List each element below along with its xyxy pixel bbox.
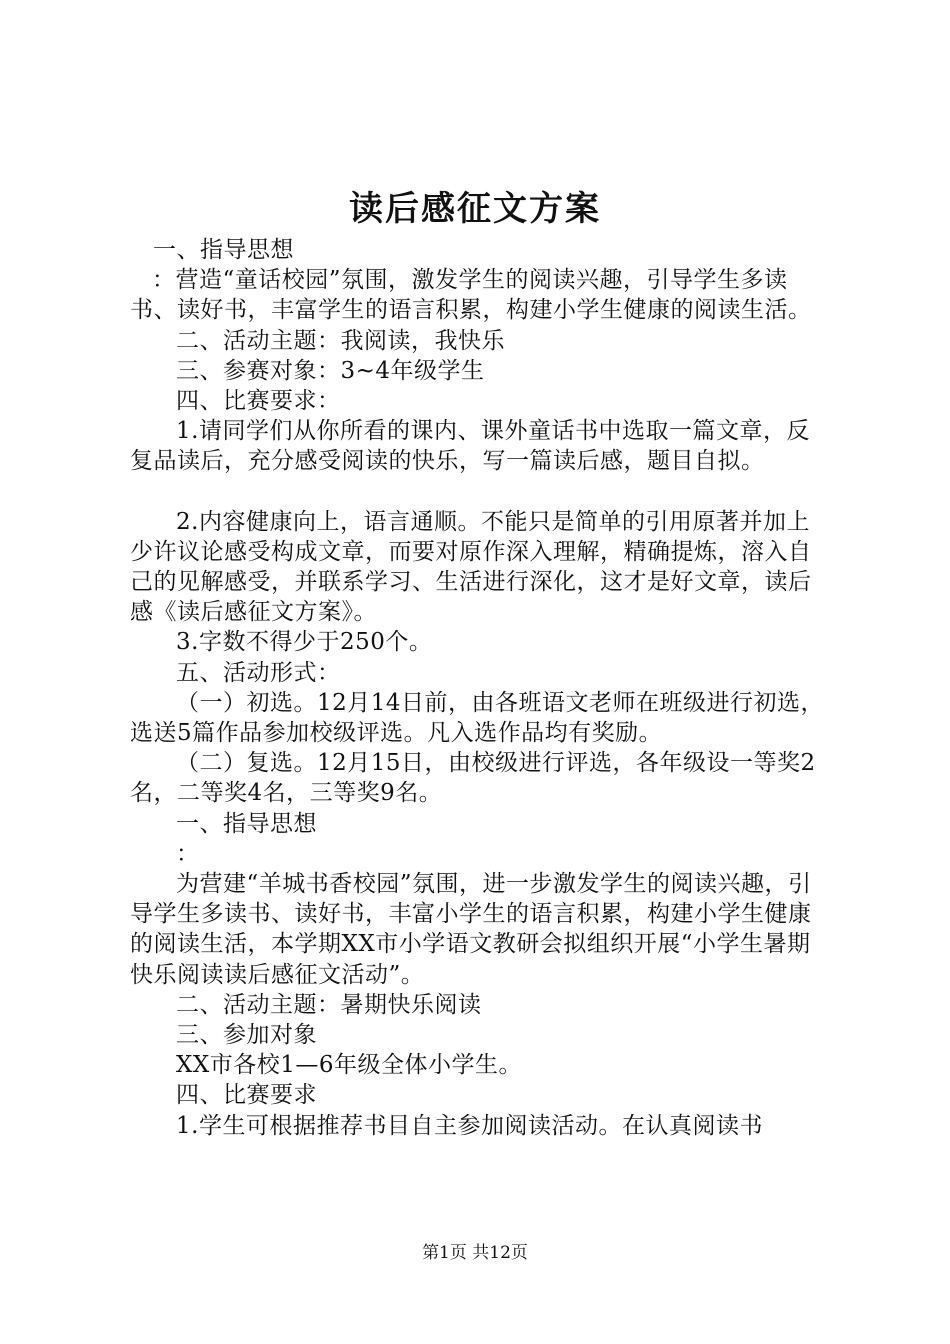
document-body	[130, 235, 830, 1141]
document-title: 读后感征文方案	[349, 189, 601, 229]
section-heading: 三、参加对象	[176, 1022, 317, 1049]
section-heading: 四、比赛要求	[176, 1082, 317, 1109]
section-heading: 二、活动主题：我阅读，我快乐	[176, 327, 505, 354]
page-footer: 第1页 共12页	[422, 1243, 528, 1263]
section-heading: 一、指导思想	[176, 810, 317, 837]
paragraph: 2.内容健康向上，语言通顺。不能只是简单的引用原著并加上少许议论感受构成文章，而要对原作深入理解，精确提炼，溶入自己的见解感受，并联系学习、生活进行深化，这才是好文章，读后感《读后感征文方案》。	[130, 508, 812, 626]
paragraph: 1.请同学们从你所看的课内、课外童话书中选取一篇文章，反复品读后，充分感受阅读的快乐，写一篇读后感，题目自拟。	[130, 418, 810, 475]
paragraph: ：营造“童话校园”氛围，激发学生的阅读兴趣，引导学生多读书、读好书，丰富学生的语言积累，构建小学生健康的阅读生活。	[130, 267, 812, 324]
paragraph: XX市各校1—6年级全体小学生。	[176, 1052, 523, 1079]
paragraph: 为营建“羊城书香校园”氛围，进一步激发学生的阅读兴趣，引导学生多读书、读好书，丰富小学生的语言积累，构建小学生健康的阅读生活，本学期XX市小学语文教研会拟组织开展“小学生暑期快乐阅读读后感征文活动”。	[130, 871, 812, 988]
paragraph: （一）初选。12月14日前，由各班语文老师在班级进行初选，选送5篇作品参加校级评选。凡入选作品均有奖励。	[130, 689, 825, 747]
section-heading: 一、指导思想	[153, 237, 294, 263]
section-heading: 四、比赛要求：	[176, 388, 341, 415]
section-heading: 三、参赛对象：3~4年级学生	[176, 357, 485, 384]
paragraph: 1.学生可根据推荐书目自主参加阅读活动。在认真阅读书	[176, 1112, 763, 1139]
section-heading: 二、活动主题：暑期快乐阅读	[176, 991, 482, 1018]
paragraph: ：	[176, 840, 200, 867]
blank-line	[130, 477, 830, 507]
paragraph: 3.字数不得少于250个。	[176, 629, 433, 656]
paragraph: （二）复选。12月15日，由校级进行评选，各年级设一等奖2名，二等奖4名，三等奖9名。	[130, 750, 816, 807]
section-heading: 五、活动形式：	[176, 659, 341, 686]
